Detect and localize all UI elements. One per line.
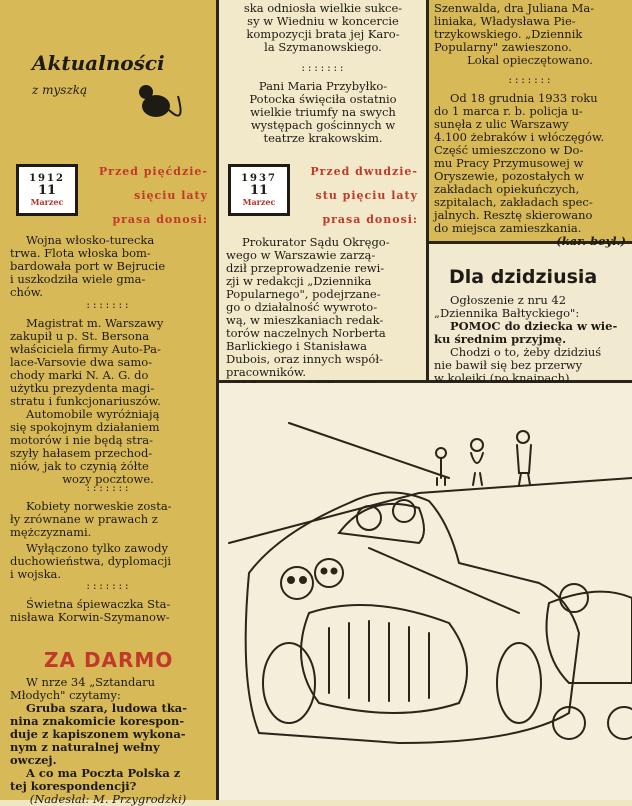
date-month: Marzec xyxy=(30,197,64,207)
date-year: 1937 xyxy=(241,173,277,184)
date-box-1937 xyxy=(228,164,290,216)
article-wylaczono: Wyłączono tylko zawody duchowieństwa, dyplomacji i wojska. xyxy=(10,541,172,581)
separator: ::::::: xyxy=(300,64,346,74)
article-dla-dzidziusia: Ogłoszenie z nru 42 „Dziennika Bałtyckiego": POMOC do dziecka w wie- ku średnim przyjmę. Chodzi o to, żeby dzidziuś nie bawił się bez przerwy w kolejki (po knajpach). (Nadesłała: I. Kasperowicz) xyxy=(434,293,626,398)
separator: ::::::: xyxy=(85,484,131,494)
cartoon-illustration xyxy=(219,383,632,800)
article-zebracy: Od 18 grudnia 1933 roku do 1 marca r. b. policja u- sunęła z ulic Warszawy 4.100 żebraków i włóczęgów. Część umieszczono w Do- mu Pracy Przymusowej w Oryszewie, pozostałych w zakładach opiekuńczych, szpitalach, zakładach spec- jalnych. Resztę skierowano do miejsca zamieszkania. (kar. beyl.) xyxy=(434,91,626,248)
credit: (Nadesłała: I. Kasperowicz) xyxy=(465,384,626,398)
article-za-darmo: W nrze 34 „Sztandaru Młodych" czytamy: Gruba szara, ludowa tka- nina znakomicie korespon- duje z kapiszonem wykona- nym z naturalnej wełny owczej. A co ma Poczta Polska z tej korespondencji? (Nadesłał: M. Przygrodzki) xyxy=(10,676,206,806)
dla-dzidziusia-heading: Dla dzidziusia xyxy=(449,266,598,288)
date-box-1912 xyxy=(16,164,78,216)
credit: (Nadesłał: M. Przygrodzki) xyxy=(29,792,187,806)
logo-title: Aktualności xyxy=(32,51,165,75)
date-month: Marzec xyxy=(242,197,276,207)
separator: ::::::: xyxy=(507,76,553,86)
za-darmo-heading: ZA DARMO xyxy=(44,648,174,672)
article-magistrat: Magistrat m. Warszawy zakupił u p. St. Bersona właściciela firmy Auto-Pa- lace-Varsovie dwa samo- chody marki N. A. G. do użytku prezydenta magi- stratu i funkcjonariuszów. xyxy=(10,316,164,408)
header-przed-25: Przed dwudzie- stu pięciu laty prasa donosi: xyxy=(310,165,418,226)
article-kobiety: Kobiety norweskie zosta- ły zrównane w prawach z mężczyznami. xyxy=(10,499,172,539)
article-prokurator: Prokurator Sądu Okręgo- wego w Warszawie zarzą- dził przeprowadzenie rewi- zji w redakcji „Dziennika Popularnego", podejrzane- go o działalność wywroto- wą, w mieszkaniach redak- torów naczelnych Norberta Barlickiego i Stanisława Dubois, oraz innych współ- pracowników. „Zatrzymano" kilkanaście osób m. in. poetę Lucjana xyxy=(226,235,390,405)
column-rule xyxy=(426,0,429,383)
credit: (kar. beyl.) xyxy=(556,234,626,248)
separator: ::::::: xyxy=(85,582,131,592)
pedestrian-figures xyxy=(436,431,531,485)
article-wojna: Wojna włosko-turecka trwa. Flota włoska bom- bardowała port w Bejrucie i uszkodziła wiele gma- chów. xyxy=(10,233,166,299)
article-cont-top: ska odniosła wielkie sukce- sy w Wiedniu w koncercie kompozycji brata jej Karo- la Szymanowskiego. xyxy=(243,1,403,54)
date-day: 11 xyxy=(249,183,269,198)
header-przed-50: Przed pięćdzie- sięciu laty prasa donosi: xyxy=(98,165,208,226)
separator: ::::::: xyxy=(85,301,131,311)
date-year: 1912 xyxy=(29,173,65,184)
article-automobile: Automobile wyróżniają się spokojnym działaniem motorów i nie będą stra- szyły hałasem przechod- niów, jak to czynią żółte wozy pocztowe. xyxy=(10,407,160,486)
date-day: 11 xyxy=(37,183,57,198)
article-spiewaczka: Świetna śpiewaczka Sta- nisława Korwin-Szymanow- xyxy=(10,597,171,624)
aktualnosci-logo xyxy=(28,36,198,136)
article-szenwald: Szenwalda, dra Juliana Ma- liniaka, Władysława Pie- trzykowskiego. „Dziennik Popularny" zawieszono. Lokal opieczętowano. xyxy=(434,1,595,67)
article-potocka: Pani Maria Przybyłko- Potocka święciła ostatnio wielkie triumfy na swych występach gościnnych w teatrze krakowskim. xyxy=(249,79,397,145)
logo-subtitle: z myszką xyxy=(32,83,88,97)
